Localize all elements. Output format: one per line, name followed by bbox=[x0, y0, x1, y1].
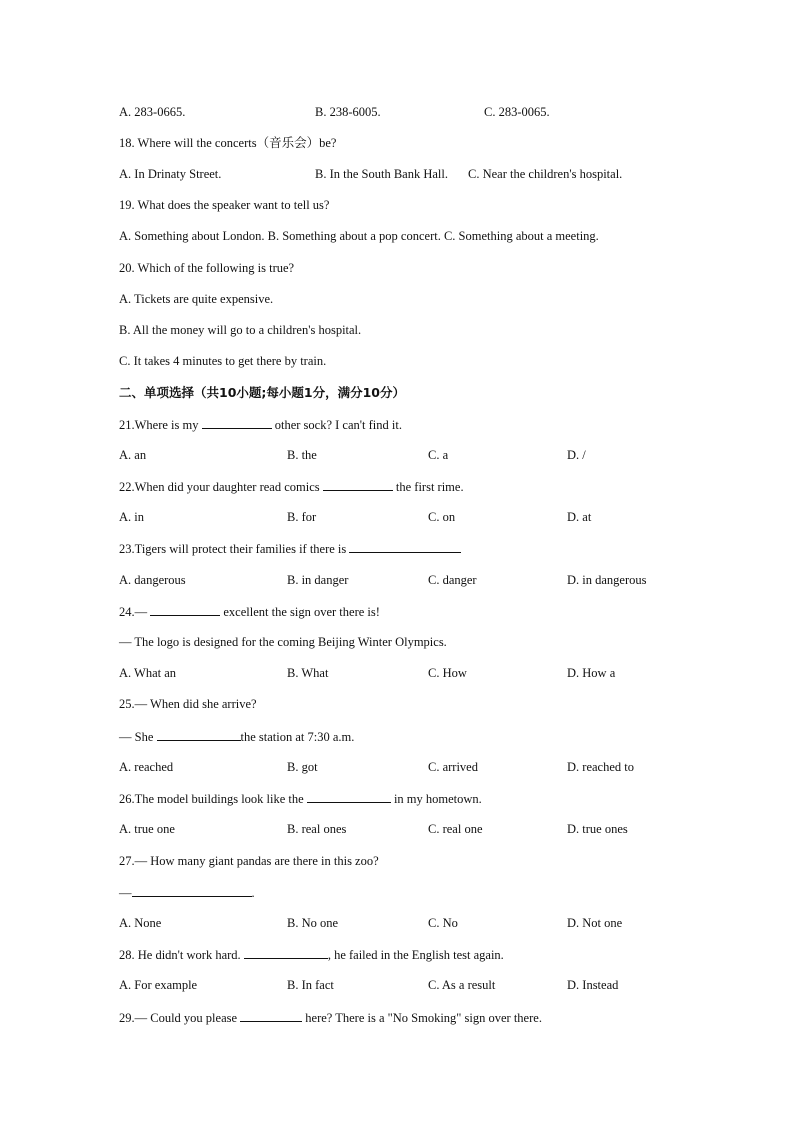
q25-option-d: D. reached to bbox=[567, 760, 634, 774]
q18-question: 18. Where will the concerts（音乐会）be? bbox=[119, 136, 337, 150]
q23-option-a: A. dangerous bbox=[119, 573, 186, 587]
q28-option-b: B. In fact bbox=[287, 978, 334, 992]
q28-text-post: , he failed in the English test again. bbox=[327, 948, 504, 962]
q17-option-b: B. 238-6005. bbox=[315, 105, 381, 119]
section-title: 二、单项选择（共10小题;每小题1分，满分10分） bbox=[119, 385, 405, 400]
q20-option-a: A. Tickets are quite expensive. bbox=[119, 292, 274, 306]
q26-answer-blank[interactable] bbox=[307, 790, 391, 803]
q27-reply-post: . bbox=[251, 886, 255, 900]
q28-text-pre: 28. He didn't work hard. bbox=[119, 948, 241, 962]
q22-answer-blank[interactable] bbox=[323, 478, 393, 491]
q26-text-pre: 26.The model buildings look like the bbox=[119, 792, 304, 806]
q25-reply-post: the station at 7:30 a.m. bbox=[240, 730, 355, 744]
q26-option-a: A. true one bbox=[119, 822, 175, 836]
q27-option-d: D. Not one bbox=[567, 916, 623, 930]
q22-text-post: the first rime. bbox=[395, 480, 464, 494]
q27-reply bbox=[119, 884, 255, 901]
q21-option-b: B. the bbox=[287, 448, 317, 462]
q24-option-a: A. What an bbox=[119, 666, 177, 680]
q26-text-post: in my hometown. bbox=[393, 792, 482, 806]
q27-option-a: A. None bbox=[119, 916, 162, 930]
q23-option-b: B. in danger bbox=[287, 573, 349, 587]
q28-option-d: D. Instead bbox=[567, 978, 619, 992]
q17-option-a: A. 283-0665. bbox=[119, 105, 186, 119]
q23-question bbox=[119, 540, 461, 557]
q25-reply-pre: — She bbox=[119, 730, 154, 744]
q27-question: 27.— How many giant pandas are there in this zoo? bbox=[119, 854, 379, 868]
q18-option-c: C. Near the children's hospital. bbox=[468, 167, 623, 181]
q22-option-b: B. for bbox=[287, 510, 317, 524]
q21-text-post: other sock? I can't find it. bbox=[274, 418, 402, 432]
q21-text-pre: 21.Where is my bbox=[119, 418, 199, 432]
q25-option-a: A. reached bbox=[119, 760, 174, 774]
q25-reply bbox=[119, 728, 354, 745]
q24-question bbox=[119, 603, 380, 620]
q23-text-pre: 23.Tigers will protect their families if there is bbox=[119, 542, 347, 556]
q25-option-c: C. arrived bbox=[428, 760, 478, 774]
q21-option-a: A. an bbox=[119, 448, 147, 462]
q26-option-d: D. true ones bbox=[567, 822, 628, 836]
q24-text-post: excellent the sign over there is! bbox=[223, 605, 380, 619]
q21-answer-blank[interactable] bbox=[202, 416, 272, 429]
q25-answer-blank[interactable] bbox=[157, 728, 241, 741]
q19-question: 19. What does the speaker want to tell us? bbox=[119, 198, 330, 212]
q28-answer-blank[interactable] bbox=[244, 946, 328, 959]
q29-answer-blank[interactable] bbox=[240, 1009, 302, 1022]
q24-reply: — The logo is designed for the coming Beijing Winter Olympics. bbox=[119, 635, 447, 649]
q22-option-a: A. in bbox=[119, 510, 144, 524]
q19-options: A. Something about London. B. Something about a pop concert. C. Something about a meeting. bbox=[119, 229, 599, 243]
q23-option-c: C. danger bbox=[428, 573, 477, 587]
q25-question: 25.— When did she arrive? bbox=[119, 697, 257, 711]
q29-text-pre: 29.— Could you please bbox=[119, 1011, 238, 1025]
q17-option-c: C. 283-0065. bbox=[484, 105, 550, 119]
q24-option-b: B. What bbox=[287, 666, 329, 680]
q28-question bbox=[119, 946, 504, 963]
q20-option-b: B. All the money will go to a children's hospital. bbox=[119, 323, 362, 337]
q26-option-c: C. real one bbox=[428, 822, 483, 836]
q24-option-c: C. How bbox=[428, 666, 467, 680]
q18-option-b: B. In the South Bank Hall. bbox=[315, 167, 448, 181]
q22-option-c: C. on bbox=[428, 510, 456, 524]
q21-option-c: C. a bbox=[428, 448, 449, 462]
q26-question bbox=[119, 790, 482, 807]
q25-option-b: B. got bbox=[287, 760, 318, 774]
q23-answer-blank[interactable] bbox=[349, 540, 461, 553]
q28-option-c: C. As a result bbox=[428, 978, 496, 992]
q18-option-a: A. In Drinaty Street. bbox=[119, 167, 222, 181]
q29-text-post: here? There is a "No Smoking" sign over there. bbox=[305, 1011, 542, 1025]
q27-option-b: B. No one bbox=[287, 916, 339, 930]
q24-text-pre: 24.— bbox=[119, 605, 148, 619]
q22-question bbox=[119, 478, 464, 495]
q21-option-d: D. / bbox=[567, 448, 586, 462]
q22-option-d: D. at bbox=[567, 510, 592, 524]
q23-option-d: D. in dangerous bbox=[567, 573, 647, 587]
q29-question bbox=[119, 1009, 542, 1026]
q27-reply-pre: — bbox=[119, 886, 132, 900]
q28-option-a: A. For example bbox=[119, 978, 198, 992]
q20-question: 20. Which of the following is true? bbox=[119, 261, 295, 275]
q26-option-b: B. real ones bbox=[287, 822, 347, 836]
q24-option-d: D. How a bbox=[567, 666, 616, 680]
q22-text-pre: 22.When did your daughter read comics bbox=[119, 480, 320, 494]
q21-question bbox=[119, 416, 402, 433]
q27-answer-blank[interactable] bbox=[132, 884, 252, 897]
q27-option-c: C. No bbox=[428, 916, 458, 930]
q24-answer-blank[interactable] bbox=[150, 603, 220, 616]
q20-option-c: C. It takes 4 minutes to get there by train. bbox=[119, 354, 327, 368]
